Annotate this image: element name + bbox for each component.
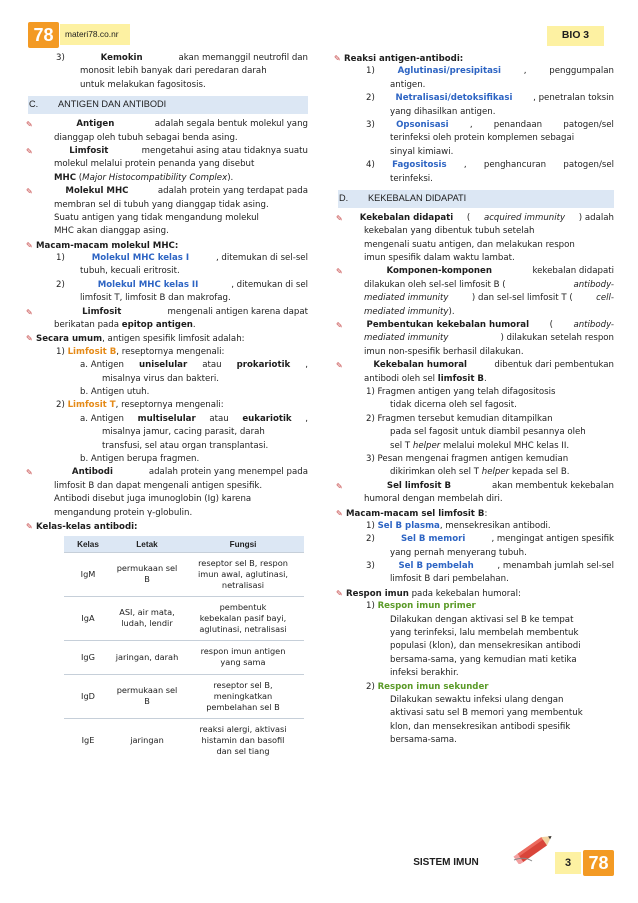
text-run: mengenali antigen karena dapat <box>167 306 308 317</box>
text-run: ( <box>76 172 83 183</box>
text-run: 1) <box>56 253 65 264</box>
text-line <box>28 493 308 506</box>
text-run: akan memanggil neutrofil dan <box>178 53 308 63</box>
table-header: Letak <box>112 536 182 552</box>
pencil-bullet-icon: ✎ <box>26 187 33 197</box>
text-run: Limfosit <box>82 306 122 317</box>
text-run: mengetahui asing atau tidaknya suatu <box>141 145 308 156</box>
text-line <box>338 106 614 119</box>
text-run: populasi (klon), dan mensekresikan antibodi <box>390 641 581 652</box>
text-run: Major Histocompatibility Complex <box>82 172 228 183</box>
section-title: ANTIGEN DAN ANTIBODI <box>58 99 167 110</box>
pencil-bullet-icon: ✎ <box>336 321 343 331</box>
table-header: Fungsi <box>182 536 304 552</box>
text-run: penggumpalan <box>549 66 614 77</box>
text-run: patogen/sel <box>563 160 614 171</box>
text-run: adalah segala bentuk molekul yang <box>154 119 308 130</box>
pencil-bullet-icon: ✎ <box>26 240 33 250</box>
right-column <box>334 52 614 748</box>
text-line <box>338 734 614 747</box>
text-run: antibody- <box>573 320 614 331</box>
text-line <box>28 79 308 92</box>
text-line <box>338 173 614 186</box>
text-line <box>338 493 614 506</box>
text-run: a. Antigen <box>80 360 125 371</box>
text-run: Dilakukan sewaktu infeksi ulang dengan <box>390 694 564 705</box>
text-run: Respon imun sekunder <box>377 681 489 692</box>
text-run: Kelas-kelas antibodi: <box>36 521 138 532</box>
text-line <box>28 359 308 372</box>
text-line <box>338 332 614 345</box>
pencil-bullet-icon: ✎ <box>336 267 343 277</box>
text-run: bersama-sama, yang kemudian mati ketika <box>390 654 577 665</box>
text-line <box>28 158 308 171</box>
text-line <box>28 520 308 533</box>
text-run: Molekul MHC <box>65 186 129 197</box>
text-run: transfusi, sel atau organ transplantasi. <box>102 440 269 451</box>
text-run: Kekebalan didapati <box>359 212 454 223</box>
text-run: 1) <box>366 520 378 531</box>
text-run: 2) <box>366 681 378 692</box>
text-run: 3) Pesan mengenai fragmen antigen kemudian <box>366 453 569 464</box>
text-run: mengenali suatu antigen, dan melakukan respon <box>364 239 575 250</box>
text-run: humoral dengan membelah diri. <box>364 494 503 505</box>
text-run: membran sel di tubuh yang dianggap tidak asing. <box>54 199 269 210</box>
text-line <box>338 292 614 305</box>
text-run: 3) <box>56 53 65 63</box>
text-line <box>28 132 308 145</box>
pencil-bullet-icon: ✎ <box>336 508 343 518</box>
text-run: Sel B plasma <box>377 520 440 531</box>
table-row <box>64 640 304 674</box>
text-line <box>338 681 614 694</box>
table-cell: reaksi alergi, aktivasi histamin dan basofil dan sel tiang <box>182 718 304 762</box>
text-run: , <box>305 360 308 371</box>
text-run: mediated immunity <box>364 306 449 317</box>
text-run: 2) <box>56 400 68 411</box>
text-run: dibentuk dari pembentukan <box>494 360 614 371</box>
text-run: Komponen-komponen <box>386 266 492 277</box>
text-run: molekul melalui protein penanda yang disebut <box>54 159 255 170</box>
section-letter: D. <box>339 193 349 204</box>
text-run: , ditemukan di sel-sel <box>215 253 308 264</box>
text-line <box>28 507 308 520</box>
text-run: Netralisasi/detoksifikasi <box>395 93 513 104</box>
text-run: atau <box>202 360 222 371</box>
text-run: melalui molekul MHC kelas II. <box>440 440 570 451</box>
text-run: penghancuran <box>483 160 547 171</box>
text-run: infeksi berakhir. <box>390 668 459 679</box>
text-run: epitop antigen <box>121 320 193 331</box>
text-line <box>338 533 614 546</box>
text-run: Kekebalan humoral <box>373 360 467 371</box>
pencil-bullet-icon: ✎ <box>26 468 33 478</box>
text-run: dianggap oleh tubuh sebagai benda asing. <box>54 132 238 143</box>
table-cell: reseptor sel B, respon imun awal, aglutinasi, netralisasi <box>182 552 304 596</box>
table-row <box>64 552 304 596</box>
text-run: Suatu antigen yang tidak mengandung molekul <box>54 212 259 223</box>
text-run: Pembentukan kekebalan humoral <box>366 320 530 331</box>
text-line <box>28 225 308 238</box>
text-run: , <box>523 66 527 77</box>
text-line <box>338 426 614 439</box>
table-cell: IgG <box>64 640 112 674</box>
pencil-bullet-icon: ✎ <box>336 481 343 491</box>
text-line <box>338 92 614 105</box>
text-line <box>28 185 308 198</box>
text-run: misalnya jamur, cacing parasit, darah <box>102 427 265 438</box>
text-run: , reseptornya mengenali: <box>115 400 224 411</box>
pencil-bullet-icon: ✎ <box>336 213 343 223</box>
text-run: atau <box>209 413 229 424</box>
text-run: eukariotik <box>242 413 292 424</box>
section-letter: C. <box>29 99 39 110</box>
text-run: Antibodi disebut juga imunoglobin (Ig) karena <box>54 494 252 505</box>
text-line <box>28 413 308 426</box>
text-line <box>338 466 614 479</box>
text-run: uniselular <box>139 360 188 371</box>
text-run: , ditemukan di sel <box>231 279 308 290</box>
text-run: Molekul MHC kelas I <box>91 253 190 264</box>
text-line <box>28 265 308 278</box>
text-run: ( <box>466 212 471 223</box>
text-run: yang terinfeksi, lalu membelah membentuk <box>390 628 579 639</box>
text-run: sinyal kimiawi. <box>390 146 454 157</box>
text-run: kekebalan yang dibentuk tubuh setelah <box>364 226 535 237</box>
text-line <box>28 319 308 332</box>
text-line <box>28 172 308 185</box>
text-run: ) dan sel-sel limfosit T ( <box>471 293 573 304</box>
text-run: 1) <box>366 601 378 612</box>
site-name: materi78.co.nr <box>60 24 130 45</box>
text-run: ) adalah <box>578 212 614 223</box>
text-run: adalah protein yang menempel pada <box>148 467 308 478</box>
text-run: mediated immunity <box>364 293 449 304</box>
text-line <box>338 480 614 493</box>
text-run: terinfeksi oleh protein komplemen sebagai <box>390 133 575 144</box>
text-line <box>338 346 614 359</box>
text-line <box>28 199 308 212</box>
text-run: , penetralan toksin <box>533 93 614 104</box>
text-run: MHC akan dianggap asing. <box>54 226 169 237</box>
text-run: limfosit B <box>437 373 484 384</box>
text-run: antibodi oleh sel <box>364 373 438 384</box>
text-run: sel T <box>390 440 413 451</box>
text-run: , reseptornya mengenali: <box>116 346 225 357</box>
text-line <box>338 614 614 627</box>
table-cell: IgE <box>64 718 112 762</box>
text-line <box>28 399 308 412</box>
text-run: cell- <box>596 293 614 304</box>
subject-badge: BIO 3 <box>547 26 604 46</box>
text-run: b. Antigen berupa fragmen. <box>80 453 200 464</box>
text-run: , menambah jumlah sel-sel <box>497 561 614 572</box>
text-run: Limfosit T <box>67 400 116 411</box>
text-line <box>338 225 614 238</box>
text-line <box>338 413 614 426</box>
text-run: bersama-sama. <box>390 735 457 746</box>
table-cell: permukaan sel B <box>112 552 182 596</box>
footer-logo: 78 <box>583 850 614 876</box>
text-run: pada sel fagosit untuk diambil pesannya oleh <box>390 427 586 438</box>
section-heading <box>338 190 614 208</box>
text-run: . <box>192 320 196 331</box>
text-run: Limfosit <box>69 145 109 156</box>
text-run: antigen. <box>390 79 426 90</box>
text-line <box>28 239 308 252</box>
text-line <box>28 279 308 292</box>
text-run: 3) <box>366 561 375 572</box>
text-run: Sel B memori <box>400 534 466 545</box>
pencil-bullet-icon: ✎ <box>26 334 33 344</box>
text-line <box>338 146 614 159</box>
text-line <box>338 239 614 252</box>
text-run: 2) <box>56 279 65 290</box>
text-line <box>338 65 614 78</box>
text-run: , mensekresikan antibodi. <box>439 520 551 531</box>
text-run: 1) <box>366 66 375 77</box>
text-line <box>338 667 614 680</box>
text-line <box>28 292 308 305</box>
text-run: Sel limfosit B <box>386 480 452 491</box>
text-run: 1) Fragmen antigen yang telah difagositosis <box>366 386 556 397</box>
text-run: monosit lebih banyak dari peredaran darah <box>80 66 267 77</box>
text-run: Molekul MHC kelas II <box>97 279 199 290</box>
text-run: misalnya virus dan bakteri. <box>102 373 219 384</box>
text-line <box>338 453 614 466</box>
text-line <box>338 132 614 145</box>
table-cell: IgD <box>64 674 112 718</box>
text-run: tidak dicerna oleh sel fagosit. <box>390 400 517 411</box>
text-line <box>338 654 614 667</box>
text-run: Aglutinasi/presipitasi <box>397 66 501 77</box>
text-line <box>338 520 614 533</box>
text-run: limfosit T, limfosit B dan makrofag. <box>80 293 231 304</box>
text-line <box>28 118 308 131</box>
text-line <box>28 65 308 78</box>
pencil-bullet-icon: ✎ <box>334 54 341 63</box>
text-line <box>28 386 308 399</box>
text-run: untuk melakukan fagositosis. <box>80 79 206 90</box>
text-line <box>338 707 614 720</box>
text-line <box>28 453 308 466</box>
text-line <box>28 145 308 158</box>
text-line <box>338 640 614 653</box>
text-run: aktivasi satu sel B memori yang membentuk <box>390 708 583 719</box>
text-run: pada kekebalan humoral: <box>408 588 521 599</box>
text-run: Fagositosis <box>392 160 447 171</box>
text-run: a. Antigen <box>80 413 125 424</box>
text-line <box>338 573 614 586</box>
text-run: Kemokin <box>100 53 143 63</box>
text-line <box>28 52 308 65</box>
text-run: 4) <box>366 160 375 171</box>
text-run: dikirimkan oleh sel T <box>390 467 482 478</box>
text-run: yang dihasilkan antigen. <box>390 106 496 117</box>
table-row <box>64 596 304 640</box>
text-run: : <box>484 508 488 519</box>
text-line <box>338 547 614 560</box>
text-run: kekebalan didapati <box>532 266 614 277</box>
text-line <box>338 560 614 573</box>
text-run: Secara umum <box>36 334 103 345</box>
text-run: adalah protein yang terdapat pada <box>157 186 308 197</box>
text-run: Reaksi antigen-antibodi: <box>344 54 464 64</box>
text-run: limfosit B dan dapat mengenali antigen spesifik. <box>54 480 263 491</box>
table-cell: ASI, air mata, ludah, lendir <box>112 596 182 640</box>
text-run: , antigen spesifik limfosit adalah: <box>102 334 245 345</box>
text-line <box>338 279 614 292</box>
text-line <box>28 212 308 225</box>
table-cell: jaringan, darah <box>112 640 182 674</box>
text-line <box>28 480 308 493</box>
table-cell: respon imun antigen yang sama <box>182 640 304 674</box>
text-run: , <box>463 160 467 171</box>
text-run: Sel B pembelah <box>398 561 474 572</box>
pencil-bullet-icon: ✎ <box>26 146 33 156</box>
pencil-bullet-icon: ✎ <box>26 120 33 130</box>
table-cell: reseptor sel B, meningkatkan pembelahan sel B <box>182 674 304 718</box>
text-line <box>338 627 614 640</box>
text-run: , <box>469 119 473 130</box>
text-line <box>338 373 614 386</box>
text-line <box>28 426 308 439</box>
table-cell: permukaan sel B <box>112 674 182 718</box>
text-run: yang pernah menyerang tubuh. <box>390 547 527 558</box>
text-line <box>338 306 614 319</box>
site-logo: 78 <box>28 22 59 48</box>
text-run: berikatan pada <box>54 320 122 331</box>
text-run: penandaan <box>493 119 543 130</box>
text-run: klon, dan mensekresikan antibodi spesifik <box>390 721 571 732</box>
text-line <box>28 332 308 345</box>
text-run: patogen/sel <box>563 119 614 130</box>
text-run: ). <box>448 306 455 317</box>
text-line <box>338 507 614 520</box>
text-run: , <box>305 413 308 424</box>
text-run: multiselular <box>137 413 196 424</box>
table-row <box>64 718 304 762</box>
text-line <box>338 694 614 707</box>
text-line <box>338 159 614 172</box>
table-row <box>64 674 304 718</box>
text-line <box>28 440 308 453</box>
text-run: 2) <box>366 93 375 104</box>
antibody-class-table <box>64 536 304 762</box>
section-title: KEKEBALAN DIDAPATI <box>368 193 467 204</box>
text-run: Macam-macam sel limfosit B <box>346 508 485 519</box>
text-run: 2) <box>366 534 375 545</box>
table-header: Kelas <box>64 536 112 552</box>
pencil-bullet-icon: ✎ <box>336 361 343 371</box>
table-cell: IgA <box>64 596 112 640</box>
table-cell: IgM <box>64 552 112 596</box>
text-run: antibody- <box>573 279 614 290</box>
text-run: terinfeksi. <box>390 173 433 184</box>
text-run: 3) <box>366 119 375 130</box>
text-line <box>28 306 308 319</box>
pencil-bullet-icon: ✎ <box>26 521 33 531</box>
text-run: Respon imun primer <box>377 601 476 612</box>
text-line <box>338 252 614 265</box>
text-run: 2) Fragmen tersebut kemudian ditampilkan <box>366 413 553 424</box>
pencil-icon <box>512 830 560 864</box>
text-run: akan membentuk kekebalan <box>491 480 614 491</box>
text-run: Antigen <box>76 119 115 130</box>
text-run: acquired immunity <box>483 212 566 223</box>
text-line <box>28 346 308 359</box>
pencil-bullet-icon: ✎ <box>336 588 343 598</box>
table-cell: pembentuk kebekalan pasif bayi, aglutinasi, netralisasi <box>182 596 304 640</box>
text-run: Antibodi <box>71 467 113 478</box>
text-run: imun non-spesifik berhasil dilakukan. <box>364 346 524 357</box>
text-line <box>338 319 614 332</box>
text-run: prokariotik <box>236 360 291 371</box>
text-run: dilakukan oleh sel-sel limfosit B ( <box>364 279 506 290</box>
text-line <box>338 587 614 600</box>
text-run: b. Antigen utuh. <box>80 386 150 397</box>
text-line <box>338 119 614 132</box>
text-line <box>338 359 614 372</box>
text-run: , mengingat antigen spesifik <box>491 534 614 545</box>
text-run: mengandung protein γ-globulin. <box>54 507 193 518</box>
text-run: limfosit B dari pembelahan. <box>390 574 509 585</box>
text-run: 1) <box>56 346 68 357</box>
text-run: imun spesifik dalam waktu lambat. <box>364 253 515 264</box>
pencil-bullet-icon: ✎ <box>26 307 33 317</box>
text-run: helper <box>481 467 510 478</box>
text-run: ). <box>227 172 234 183</box>
text-line <box>28 466 308 479</box>
text-line <box>338 399 614 412</box>
section-heading <box>28 96 308 114</box>
text-line <box>28 252 308 265</box>
text-run: tubuh, kecuali eritrosit. <box>80 266 180 277</box>
text-line <box>338 265 614 278</box>
text-line <box>28 373 308 386</box>
text-line <box>338 600 614 613</box>
chapter-title: SISTEM IMUN <box>413 857 479 868</box>
text-run: Limfosit B <box>67 346 117 357</box>
text-run: ( <box>549 320 553 331</box>
text-line <box>338 79 614 92</box>
text-line <box>338 386 614 399</box>
page-number: 3 <box>555 852 581 874</box>
text-run: Macam-macam molekul MHC: <box>36 240 179 251</box>
text-run: ) dilakukan setelah respon <box>500 333 614 344</box>
text-run: kepada sel B. <box>509 467 570 478</box>
text-run: MHC <box>54 172 77 183</box>
text-line <box>338 721 614 734</box>
text-run: Opsonisasi <box>396 119 449 130</box>
text-run: . <box>483 373 487 384</box>
left-column <box>28 52 308 762</box>
text-run: mediated immunity <box>364 333 449 344</box>
text-run: Respon imun <box>346 588 409 599</box>
table-cell: jaringan <box>112 718 182 762</box>
text-line <box>338 212 614 225</box>
text-run: helper <box>412 440 441 451</box>
text-run: Dilakukan dengan aktivasi sel B ke tempat <box>390 614 574 625</box>
text-line <box>338 440 614 453</box>
text-line <box>334 52 614 65</box>
